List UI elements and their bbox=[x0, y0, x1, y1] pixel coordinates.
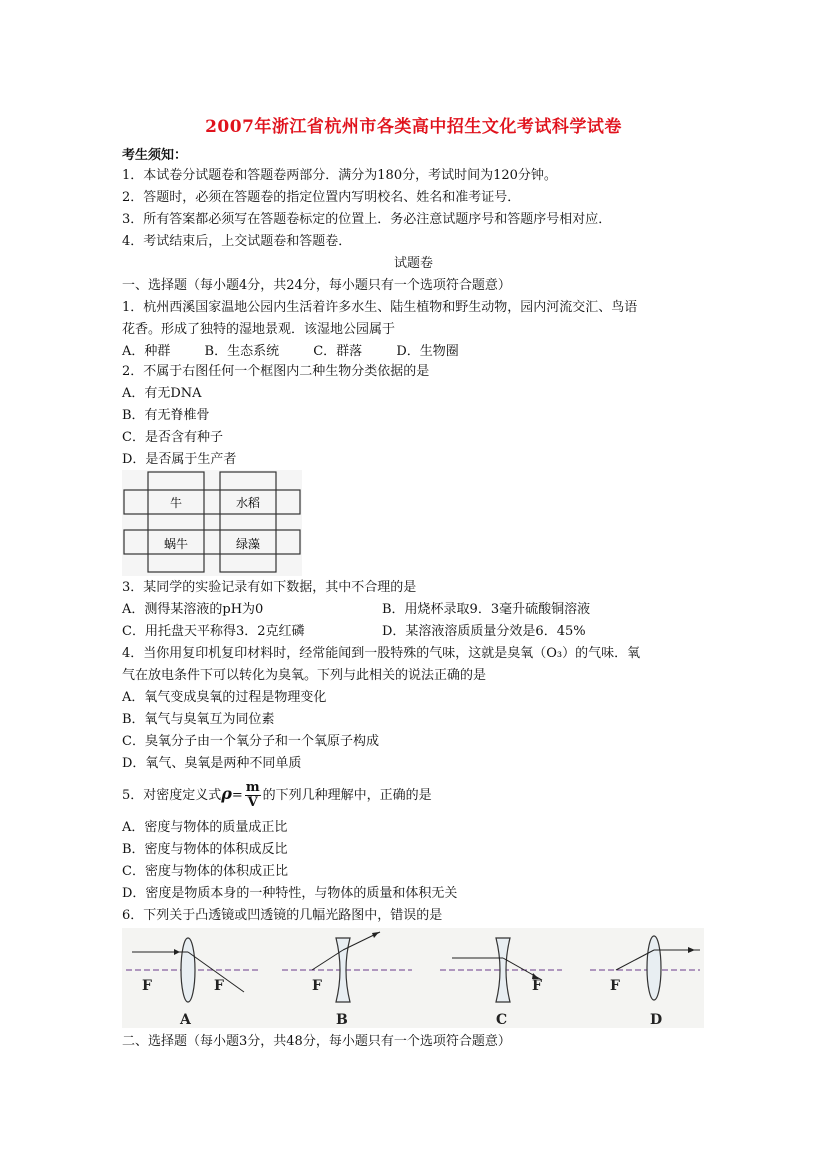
figure-label-algae: 绿藻 bbox=[235, 537, 261, 551]
q1-option-a: A．种群 bbox=[122, 344, 171, 359]
notice-heading: 考生须知： bbox=[122, 148, 188, 163]
density-symbol: ρ bbox=[221, 784, 232, 803]
q2-option-c: C．是否含有种子 bbox=[122, 430, 223, 445]
density-fraction bbox=[245, 781, 261, 810]
q5-option-b: B．密度与物体的体积成反比 bbox=[122, 842, 288, 857]
label-f-a1: F bbox=[142, 978, 152, 994]
label-b: B bbox=[336, 1012, 348, 1028]
q4-option-a: A．氧气变成臭氧的过程是物理变化 bbox=[122, 690, 327, 705]
q3-option-d: D．某溶液溶质质量分效是6．45% bbox=[382, 624, 586, 639]
notice-item-3: 3．所有答案都必须写在答题卷标定的位置上．务必注意试题序号和答题序号相对应． bbox=[122, 212, 612, 227]
q1-line2: 花香。形成了独特的湿地景观．该湿地公园属于 bbox=[122, 322, 396, 337]
q3-option-c: C．用托盘天平称得3．2克红磷 bbox=[122, 624, 305, 639]
q5-stem bbox=[122, 778, 432, 812]
label-a: A bbox=[180, 1012, 191, 1028]
q3-option-a: A．测得某溶液的pH为0 bbox=[122, 602, 264, 617]
q1-option-d: D．生物圈 bbox=[396, 344, 459, 359]
label-f-b: F bbox=[312, 978, 322, 994]
classification-figure bbox=[122, 470, 302, 576]
q2-option-d: D．是否属于生产者 bbox=[122, 452, 237, 467]
figure-label-cow: 牛 bbox=[169, 496, 183, 510]
q5-suffix: 的下列几种理解中，正确的是 bbox=[262, 788, 432, 803]
q5-option-d: D．密度是物质本身的一种特性，与物体的质量和体积无关 bbox=[122, 886, 458, 901]
figure-label-snail: 蜗牛 bbox=[163, 537, 189, 551]
equals-sign: = bbox=[231, 788, 243, 803]
q2-stem: 2．不属于右图任何一个框图内二种生物分类依据的是 bbox=[122, 364, 430, 379]
q5-option-a: A．密度与物体的质量成正比 bbox=[122, 820, 288, 835]
q1-option-c: C．群落 bbox=[313, 344, 363, 359]
figure-label-rice: 水稻 bbox=[235, 496, 261, 510]
lens-diagrams bbox=[122, 928, 704, 1028]
q4-option-d: D．氧气、臭氧是两种不同单质 bbox=[122, 756, 302, 771]
q1-options bbox=[122, 342, 481, 362]
q3-row2 bbox=[122, 622, 702, 642]
label-f-d: F bbox=[610, 978, 620, 994]
section1-heading: 一、选择题（每小题4分，共24分，每小题只有一个选项符合题意） bbox=[122, 278, 511, 293]
label-f-c: F bbox=[532, 978, 542, 994]
notice-item-2: 2．答题时，必须在答题卷的指定位置内写明校名、姓名和准考证号． bbox=[122, 190, 521, 205]
fraction-numerator: m bbox=[245, 780, 260, 795]
q4-line1: 4．当你用复印机复印材料时，经常能闻到一股特殊的气味，这就是臭氧（O₃）的气味．氧 bbox=[122, 646, 641, 661]
label-f-a2: F bbox=[214, 978, 224, 994]
fraction-denominator: V bbox=[247, 795, 258, 810]
q6-stem: 6．下列关于凸透镜或凹透镜的几幅光路图中，错误的是 bbox=[122, 908, 443, 923]
q5-prefix: 5．对密度定义式 bbox=[122, 788, 222, 803]
label-c: C bbox=[496, 1012, 508, 1028]
q3-row1 bbox=[122, 600, 702, 620]
q4-option-b: B．氧气与臭氧互为同位素 bbox=[122, 712, 275, 727]
q4-option-c: C．臭氧分子由一个氧分子和一个氧原子构成 bbox=[122, 734, 379, 749]
label-d: D bbox=[650, 1012, 663, 1028]
q2-option-b: B．有无脊椎骨 bbox=[122, 408, 210, 423]
q3-option-b: B．用烧杯录取9．3毫升硫酸铜溶液 bbox=[382, 602, 591, 617]
section2-heading: 二、选择题（每小题3分，共48分，每小题只有一个选项符合题意） bbox=[122, 1034, 511, 1049]
q2-option-a: A．有无DNA bbox=[122, 386, 202, 401]
q5-option-c: C．密度与物体的体积成正比 bbox=[122, 864, 288, 879]
q1-option-b: B．生态系统 bbox=[204, 344, 280, 359]
q3-stem: 3．某同学的实验记录有如下数据，其中不合理的是 bbox=[122, 580, 417, 595]
notice-item-1: 1．本试卷分试题卷和答题卷两部分．满分为180分，考试时间为120分钟。 bbox=[122, 168, 557, 183]
q1-line1: 1．杭州西溪国家温地公园内生活着许多水生、陆生植物和野生动物，园内河流交汇、鸟语 bbox=[122, 300, 638, 315]
q4-line2: 气在放电条件下可以转化为臭氧。下列与此相关的说法正确的是 bbox=[122, 668, 487, 683]
notice-item-4: 4．考试结束后，上交试题卷和答题卷． bbox=[122, 234, 352, 249]
exam-title: 2007年浙江省杭州市各类高中招生文化考试科学试卷 bbox=[205, 117, 622, 137]
paper-label: 试题卷 bbox=[393, 256, 433, 271]
